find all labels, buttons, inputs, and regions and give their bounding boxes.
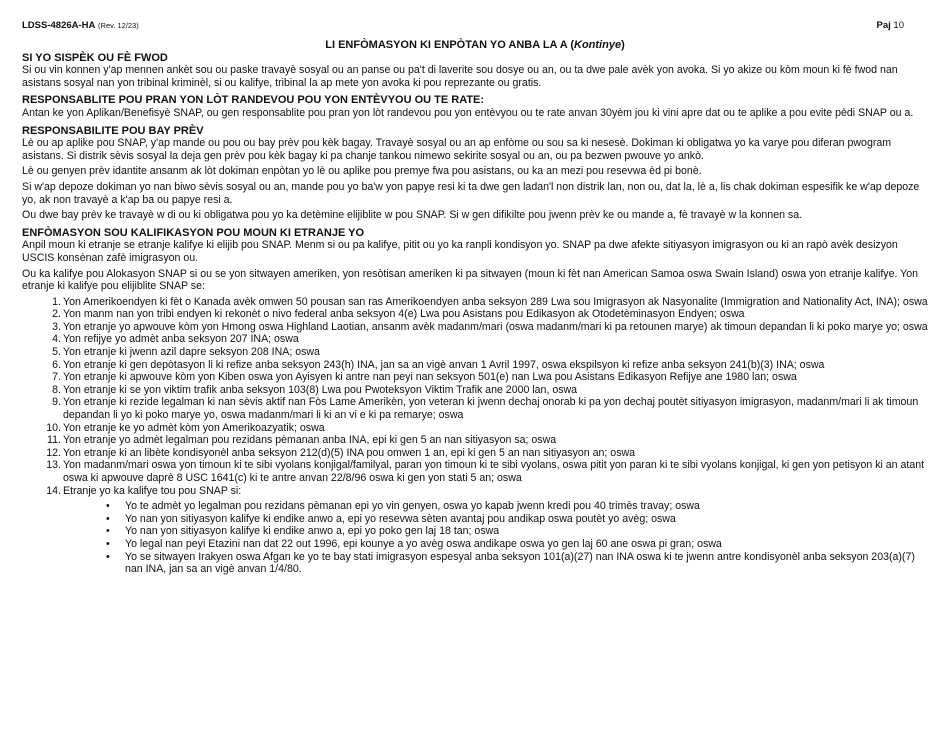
paragraph: Lè ou genyen prèv idantite ansanm ak lòt dokiman enpòtan yo lè ou aplike pou premye fwa pou asistans, ou ka an mezi pou resevwa èd pi bonè. xyxy=(22,165,702,178)
heading-fraud: SI YO SISPÈK OU FÈ FWOD xyxy=(22,51,168,64)
bullet-icon: • xyxy=(106,500,110,513)
page-number: 10 xyxy=(893,20,904,31)
bullet-item: • Yo nan yon sitiyasyon kalifye ki endike anwo a, epi yo resevwa sèten avantaj pou andikap oswa poutèt yo avèg; oswa xyxy=(106,512,676,525)
heading-immigrant-eligibility: ENFÒMASYON SOU KALIFIKASYON POU MOUN KI ETRANJE YO xyxy=(22,226,365,239)
page-title: LI ENFÒMASYON KI ENPÒTAN YO ANBA LA A (Kontinye) xyxy=(325,39,625,51)
list-item: 5. Yon etranje ki jwenn azil dapre seksyon 208 INA; oswa xyxy=(52,346,320,359)
paragraph: Antan ke yon Aplikan/Benefisyè SNAP, ou gen responsablite pou pran yon lòt randevou pou yon entèvyou ou te rate anvan 30yèm jou ki vini apre dat ou te aplike a pou evite pèdi SNAP ou a. xyxy=(22,106,914,119)
paragraph: Lè ou ap aplike pou SNAP, y'ap mande ou pou ou bay prèv pou kèk bagay. Travayè sosyal ou an ap enfòme ou sou sa ki nesesè. Dokiman ki obligatwa yo ka varye pou diferan pwogram asistans. Si distrik sèvis sosyal la deja gen prèv pou kèk bagay ki pa chanje tankou nimewo sekirite sosyal ou an, ou pa bezwen pwouve yo ankò. xyxy=(22,137,892,162)
paragraph: Si w'ap depoze dokiman yo nan biwo sèvis sosyal ou an, mande pou yo ba'w yon papye resi ki ta dwe gen ladan'l non distrik lan, non ou, dat la, lè a, lis chak dokiman espesifik ke w'ap depoze yo, ak non travayè a k'ap ba ou papye resi a. xyxy=(22,180,920,206)
document-page xyxy=(22,20,928,576)
list-item: 3. Yon etranje yo apwouve kòm yon Hmong oswa Highland Laotian, ansanm avèk madanm/mari (oswa madanm/mari ki pa retounen marye) ak timoun depandan li ki poko marye yo; oswa xyxy=(52,320,928,333)
qualified-alien-list xyxy=(22,296,928,576)
bullet-icon: • xyxy=(106,525,110,538)
paragraph: Ou ka kalifye pou Alokasyon SNAP si ou se yon sitwayen ameriken, yon resòtisan ameriken ki pa sitwayen (moun ki fèt nan American Samoa oswa Swain Island) oswa yon etranje kalifye. Yon etranje ki kalifye pou elijiblite SNAP se: xyxy=(22,267,919,293)
list-item: 4. Yon refijye yo admèt anba seksyon 207 INA; oswa xyxy=(52,333,299,346)
list-item: 12. Yon etranje ki an libète kondisyonèl anba seksyon 212(d)(5) INA pou omwen 1 an, epi ki gen 5 an nan sitiyasyon an; oswa xyxy=(46,446,636,459)
bullet-item: • Yo te admèt yo legalman pou rezidans pèmanan epi yo vin genyen, oswa yo kapab jwenn kredi pou 40 trimès travay; oswa xyxy=(106,500,700,513)
list-item: 10. Yon etranje ke yo admèt kòm yon Amerikoazyatik; oswa xyxy=(46,421,325,434)
list-item: 11. Yon etranje yo admèt legalman pou rezidans pèmanan anba INA, epi ki gen 5 an nan sitiyasyon sa; oswa xyxy=(47,434,557,447)
bullet-item: • Yo se sitwayen Irakyen oswa Afgan ke yo te bay stati imigrasyon espesyal anba seksyon 101(a)(27) nan INA oswa ki te jwenn antre kondisyonèl anba seksyon 203(a)(7) nan INA, jan sa an vigè anvan 1/4/80. xyxy=(106,550,915,576)
page-number-block xyxy=(877,20,904,33)
heading-proof: RESPONSABILITE POU BAY PRÈV xyxy=(22,124,204,137)
bullet-item: • Yo nan yon sitiyasyon kalifye ki endike anwo a, epi yo poko gen laj 18 tan; oswa xyxy=(106,525,500,538)
heading-reschedule: RESPONSABLITE POU PRAN YON LÒT RANDEVOU POU YON ENTÈVYOU OU TE RATE: xyxy=(22,94,485,107)
list-item: 9. Yon etranje ki rezide legalman ki nan sèvis aktif nan Fòs Lame Amerikèn, yon veteran ki jwenn dechaj onorab ki pa yon dechaj poutèt sitiyasyon imigrasyon, madanm/mari li ak timoun depandan li yo ki poko marye yo, oswa madanm/mari li ki an vi e ki pa remarye; oswa xyxy=(52,396,919,422)
list-item: 1. Yon Amerikoendyen ki fèt o Kanada avèk omwen 50 pousan san ras Amerikoendyen anba seksyon 289 Lwa sou Imigrasyon ak Nasyonalite (Immigration and Nationality Act, INA); oswa xyxy=(52,295,928,308)
bullet-icon: • xyxy=(106,537,110,550)
list-item: 13. Yon madanm/mari oswa yon timoun ki te sibi vyolans konjigal/familyal, paran yon timoun ki te sibi vyolans, oswa pitit yon paran ki te sibi vyolans konjigal, ki gen yon petisyon ki an atant oswa ki apwouve daprè 8 USC 1641(c) ki te antre anvan 22/8/96 oswa ki gen yon stati 5 an; oswa xyxy=(46,459,925,484)
paragraph: Si ou vin konnen y'ap mennen ankèt sou ou paske travayè sosyal ou an panse ou pa't di laverite sou dosye ou an, ou ta dwe pale avèk yon avoka. Si yo akize ou kòm moun ki fè fwod nan asistans sosyal nan yon tribinal kriminèl, si ou kalifye, tribinal la ap mete yon avoka ki pou reprezante ou gratis. xyxy=(22,64,898,89)
form-code: LDSS-4826A-HA xyxy=(22,20,96,31)
list-item: 6. Yon etranje ki gen depòtasyon li ki refize anba seksyon 243(h) INA, jan sa an vigè anvan 1 Avril 1997, oswa ekspilsyon ki refize anba seksyon 241(b)(3) INA; oswa xyxy=(52,358,825,371)
bullet-icon: • xyxy=(106,512,110,525)
page-label: Paj xyxy=(876,20,891,31)
list-item: 7. Yon etranje ki apwouve kòm yon Kiben oswa yon Ayisyen ki antre nan peyi nan seksyon 501(e) nan Lwa pou Asistans Edikasyon Refijye ane 1980 lan; oswa xyxy=(52,371,797,384)
title-continued: Kontinye xyxy=(574,39,622,51)
paragraph: Ou dwe bay prèv ke travayè w di ou ki obligatwa pou yo ka detèmine elijiblite w pou SNAP. Si w gen difikilte pou jwenn prèv ke ou mande a, fè travayè w la konnen sa. xyxy=(22,209,803,222)
bullet-item: • Yo legal nan peyi Etazini nan dat 22 out 1996, epi kounye a yo avèg oswa andikape oswa yo gen laj 60 ane oswa pi gran; oswa xyxy=(106,537,722,550)
list-item: 8. Yon etranje ki se yon viktim trafik anba seksyon 103(8) Lwa pou Pwoteksyon Viktim Trafik ane 2000 lan, oswa xyxy=(52,383,578,396)
list-item: 14. Etranje yo ka kalifye tou pou SNAP si: • Yo te admèt yo legalman pou rezidans pèmanan epi yo vin genyen, oswa yo kapab jwenn kredi pou 40 trimès travay; oswa • Yo nan yon sitiyasyon kalifye ki endike anwo a, epi yo resevwa sèten avantaj pou andikap oswa poutèt yo avèg; oswa • Yo nan yon sitiyasyon kalifye ki endike anwo a, epi yo poko gen laj 18 tan; oswa • Yo legal nan peyi Etazini nan dat 22 out 1996, epi kounye a yo avèg oswa andikape oswa yo gen laj 60 ane oswa pi gran; oswa • Yo se sitwayen Irakyen oswa Afgan ke yo te bay stati imigrasyon espesyal anba seksyon 101(a)(27) nan INA oswa ki te jwenn antre kondisyonèl anba seksyon 203(a)(7) nan INA, jan sa an vigè anvan 1/4/80. xyxy=(22,485,928,576)
additional-conditions-list xyxy=(104,500,928,576)
list-item: 2. Yon manm nan yon tribi endyen ki rekonèt o nivo federal anba seksyon 4(e) Lwa pou Asistans pou Edikasyon ak Otodetèminasyon Endyen; oswa xyxy=(52,308,745,321)
paragraph: Anpil moun ki etranje se etranje kalifye ki elijib pou SNAP. Menm si ou pa kalifye, pitit ou yo ka ranpli kondisyon yo. SNAP pa dwe afekte sitiyasyon imigrasyon ou ki an rapò avèk desizyon USCIS konsènan zafè imigrasyon ou. xyxy=(22,239,898,264)
form-revision: (Rev. 12/23) xyxy=(98,21,139,30)
page-header xyxy=(22,20,928,34)
bullet-icon: • xyxy=(106,550,110,563)
